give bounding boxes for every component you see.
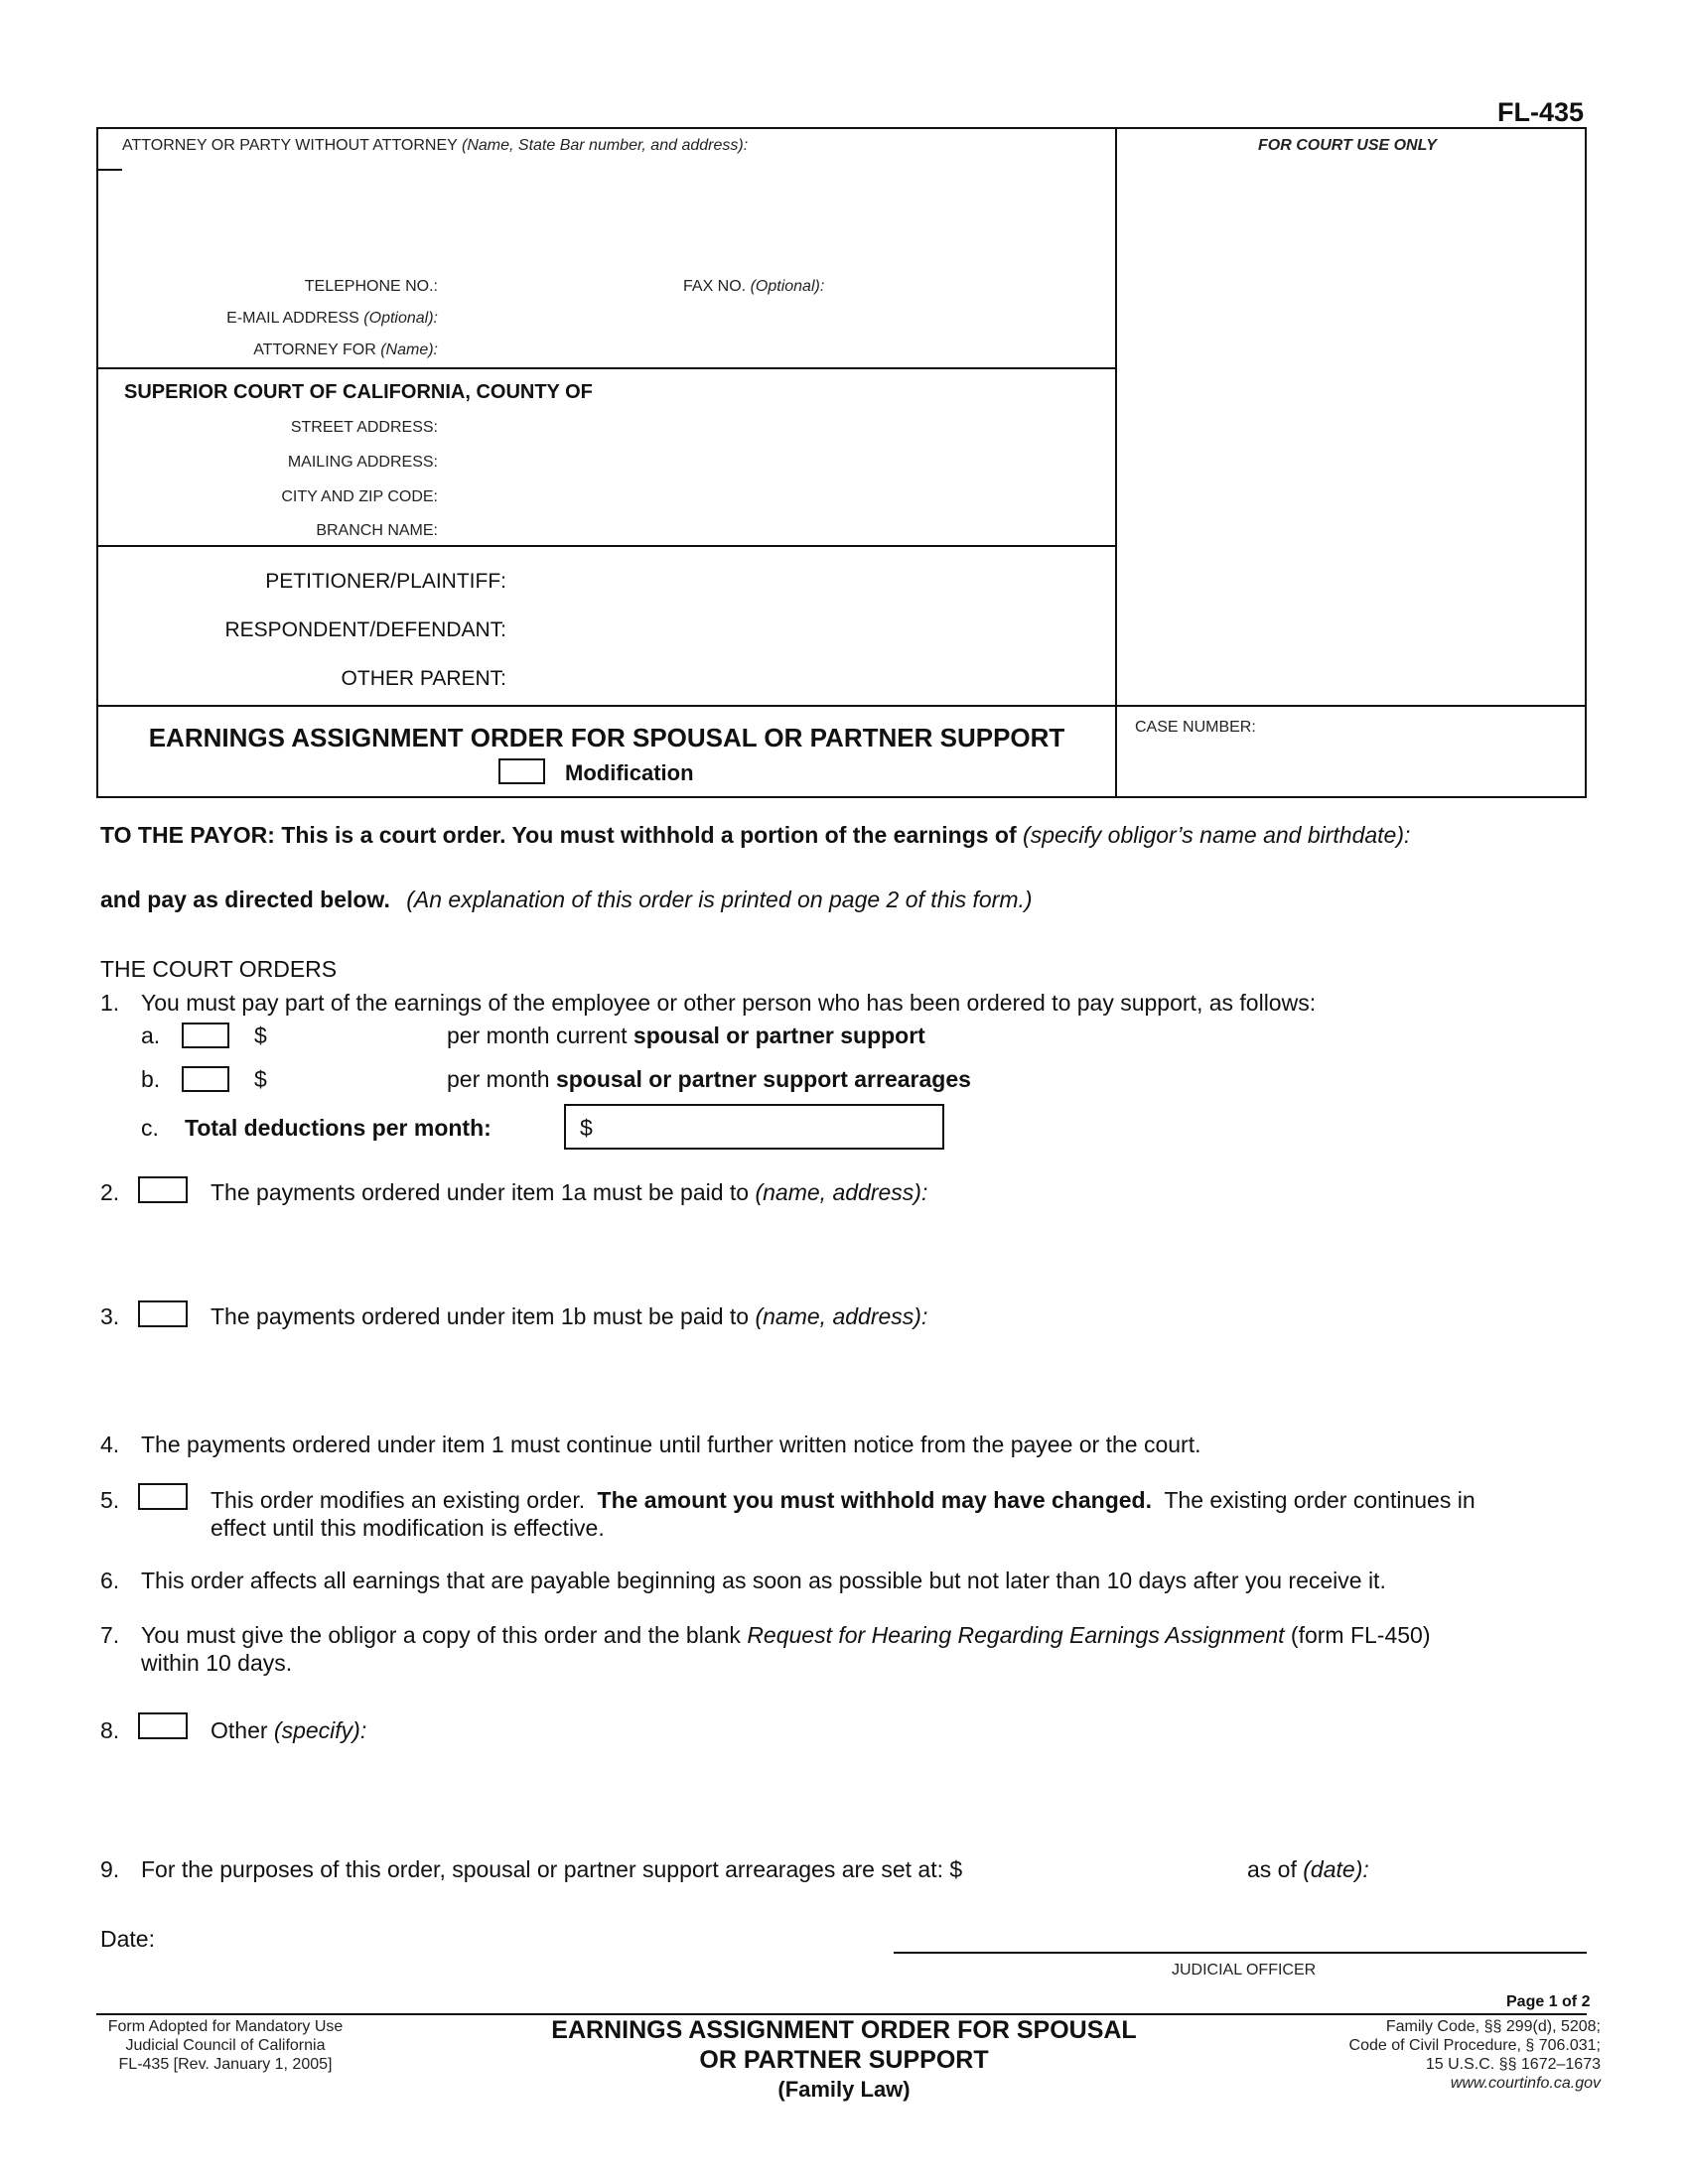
item-5-text: [211, 1487, 1476, 1514]
item-1c-letter: c.: [141, 1115, 159, 1141]
payor-lead: TO THE PAYOR: This is a court order. You must withhold a portion of the earnings of: [100, 822, 1017, 848]
item-7-plain: You must give the obligor a copy of this order and the blank: [141, 1622, 741, 1648]
item-6-number: 6.: [100, 1568, 120, 1593]
item-1a-checkbox[interactable]: [182, 1023, 229, 1048]
respondent-label: RESPONDENT/DEFENDANT:: [224, 618, 506, 641]
footer-title-3: (Family Law): [777, 2077, 911, 2102]
footer-title-2: OR PARTNER SUPPORT: [699, 2046, 989, 2074]
item-1a-text: [447, 1023, 925, 1049]
item-8-text: [211, 1717, 366, 1744]
item-4-number: 4.: [100, 1432, 120, 1457]
footer-right: [1349, 2017, 1601, 2093]
date-label: Date:: [100, 1926, 155, 1952]
case-number-label: CASE NUMBER:: [1135, 719, 1256, 736]
item-7-line2: within 10 days.: [141, 1650, 293, 1676]
item-9-text: For the purposes of this order, spousal or partner support arrearages are set at: $: [141, 1856, 963, 1882]
divider: [98, 545, 1116, 547]
item-1c-label: Total deductions per month:: [185, 1115, 492, 1141]
item-7-number: 7.: [100, 1622, 120, 1648]
email-label-text: E-MAIL ADDRESS: [226, 310, 359, 327]
pay-directed-line: [100, 887, 1033, 913]
item-1b-plain: per month: [447, 1066, 550, 1092]
item-8-number: 8.: [100, 1717, 120, 1743]
item-8-plain: Other: [211, 1717, 268, 1743]
caption-box: [96, 127, 1587, 798]
item-1a-plain: per month current: [447, 1023, 628, 1048]
payor-line: [100, 822, 1410, 849]
page-number: Page 1 of 2: [1506, 1993, 1591, 2010]
attorney-for-text: ATTORNEY FOR: [253, 341, 376, 358]
other-parent-label: OTHER PARENT:: [341, 667, 506, 690]
court-use-only: FOR COURT USE ONLY: [1258, 137, 1437, 154]
item-8-checkbox[interactable]: [138, 1712, 188, 1739]
item-1-text: You must pay part of the earnings of the employee or other person who has been ordered to pay support, as follows:: [141, 990, 1317, 1016]
pay-directed: and pay as directed below.: [100, 887, 390, 912]
item-2-plain: The payments ordered under item 1a must be paid to: [211, 1179, 750, 1205]
total-dollar: $: [580, 1115, 593, 1141]
attorney-for-label: [253, 341, 438, 359]
total-deductions-field[interactable]: [564, 1104, 944, 1150]
court-title: SUPERIOR COURT OF CALIFORNIA, COUNTY OF: [124, 381, 593, 403]
divider: [98, 367, 1116, 369]
fax-label: [683, 278, 824, 296]
court-orders-heading: THE COURT ORDERS: [100, 956, 338, 982]
item-1b-bold: spousal or partner support arrearages: [555, 1066, 971, 1092]
attorney-for-hint: (Name):: [380, 341, 438, 358]
form-title: EARNINGS ASSIGNMENT ORDER FOR SPOUSAL OR PARTNER SUPPORT: [148, 723, 1065, 752]
footer-title: [447, 2015, 1241, 2105]
item-3-hint: (name, address):: [755, 1303, 928, 1329]
item-1a-letter: a.: [141, 1023, 161, 1048]
footer-right-3: 15 U.S.C. §§ 1672–1673: [1425, 2056, 1601, 2073]
divider: [98, 705, 1587, 707]
footer-right-1: Family Code, §§ 299(d), 5208;: [1385, 2018, 1601, 2035]
item-2-number: 2.: [100, 1179, 120, 1205]
branch-name-label: BRANCH NAME:: [316, 522, 438, 539]
item-2-checkbox[interactable]: [138, 1176, 188, 1203]
footer-left: [96, 2017, 354, 2074]
item-3-checkbox[interactable]: [138, 1300, 188, 1327]
attorney-label-text: ATTORNEY OR PARTY WITHOUT ATTORNEY: [122, 137, 458, 154]
item-5-bold: The amount you must withhold may have changed.: [597, 1487, 1152, 1513]
footer-left-1: Form Adopted for Mandatory Use: [107, 2018, 344, 2035]
footer-title-1: EARNINGS ASSIGNMENT ORDER FOR SPOUSAL: [551, 2016, 1137, 2044]
footer-right-2: Code of Civil Procedure, § 706.031;: [1348, 2037, 1601, 2054]
item-7-form: (form FL-450): [1290, 1622, 1431, 1648]
pay-note: (An explanation of this order is printed on page 2 of this form.): [406, 887, 1033, 912]
item-5-plain: This order modifies an existing order.: [211, 1487, 586, 1513]
item-1b-text: [447, 1066, 971, 1093]
footer-left-2: Judicial Council of California: [125, 2037, 326, 2054]
attorney-tick: [98, 169, 122, 171]
city-zip-label: CITY AND ZIP CODE:: [281, 488, 438, 505]
item-5-line2: effect until this modification is effective.: [211, 1515, 605, 1541]
item-1a-dollar: $: [254, 1023, 267, 1048]
item-3-number: 3.: [100, 1303, 120, 1329]
item-5-number: 5.: [100, 1487, 120, 1513]
item-1b-dollar: $: [254, 1066, 267, 1092]
item-3-plain: The payments ordered under item 1b must be paid to: [211, 1303, 750, 1329]
item-9-asof-text: as of: [1247, 1856, 1297, 1882]
item-1-number: 1.: [100, 990, 120, 1016]
fax-hint: (Optional):: [750, 278, 825, 295]
payor-hint: (specify obligor’s name and birthdate):: [1023, 822, 1411, 848]
modification-label: Modification: [565, 760, 694, 785]
item-8-hint: (specify):: [273, 1717, 367, 1743]
item-1b-checkbox[interactable]: [182, 1066, 229, 1092]
item-5-checkbox[interactable]: [138, 1483, 188, 1510]
footer-left-3: FL-435 [Rev. January 1, 2005]: [118, 2056, 333, 2073]
item-9-asof: [1247, 1856, 1369, 1883]
item-7-italic: Request for Hearing Regarding Earnings Assignment: [747, 1622, 1285, 1648]
judicial-officer-label: JUDICIAL OFFICER: [1172, 1962, 1317, 1979]
attorney-hint: (Name, State Bar number, and address):: [462, 137, 749, 154]
item-1b-letter: b.: [141, 1066, 161, 1092]
item-1a-bold: spousal or partner support: [633, 1023, 925, 1048]
item-5-rest: The existing order continues in: [1164, 1487, 1476, 1513]
email-label: [226, 310, 438, 328]
attorney-label: [122, 137, 748, 155]
email-hint: (Optional):: [363, 310, 438, 327]
telephone-label: TELEPHONE NO.:: [304, 278, 438, 295]
form-number: FL-435: [1497, 97, 1585, 127]
item-3-text: [211, 1303, 927, 1330]
item-6-text: This order affects all earnings that are payable beginning as soon as possible but not later than 10 days after you receive it.: [141, 1568, 1386, 1593]
modification-checkbox[interactable]: [498, 758, 545, 784]
item-2-text: [211, 1179, 927, 1206]
item-9-date-hint: (date):: [1303, 1856, 1369, 1882]
item-2-hint: (name, address):: [755, 1179, 928, 1205]
street-address-label: STREET ADDRESS:: [290, 419, 438, 436]
item-4-text: The payments ordered under item 1 must continue until further written notice from the payee or the court.: [141, 1432, 1201, 1457]
item-9-number: 9.: [100, 1856, 120, 1882]
item-7-text: [141, 1622, 1431, 1649]
footer-website-link[interactable]: www.courtinfo.ca.gov: [1450, 2075, 1601, 2092]
fax-label-text: FAX NO.: [683, 278, 747, 295]
petitioner-label: PETITIONER/PLAINTIFF:: [265, 570, 506, 593]
mailing-address-label: MAILING ADDRESS:: [287, 454, 438, 471]
divider: [1115, 129, 1117, 798]
signature-line[interactable]: [894, 1952, 1587, 1954]
